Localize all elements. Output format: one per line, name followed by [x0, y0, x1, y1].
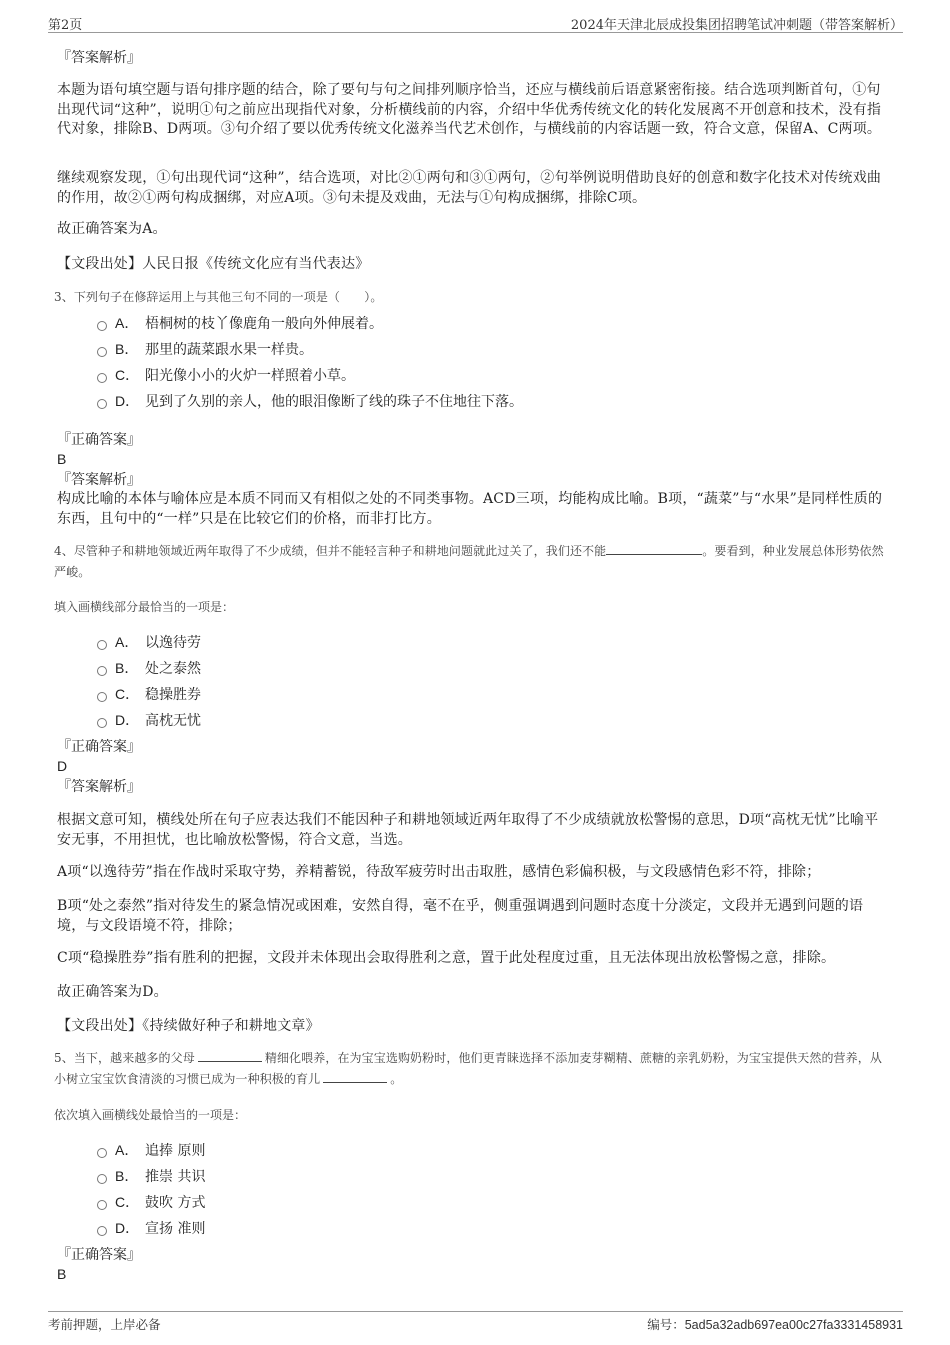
radio-icon[interactable] — [97, 373, 107, 383]
analysis-paragraph: 构成比喻的本体与喻体应是本质不同而又有相似之处的不同类事物。ACD三项，均能构成比喻。B项，“蔬菜”与“水果”是同样性质的东西，且句中的“一样”只是在比较它们的价格，而非打比方。 — [57, 491, 883, 527]
correct-answer-label: 『正确答案』 — [57, 1247, 141, 1263]
question-instruction: 填入画横线部分最恰当的一项是： — [54, 600, 235, 614]
option-a[interactable]: A． 以逸待劳 — [97, 632, 201, 654]
page-footer — [48, 1311, 903, 1336]
analysis-paragraph: 本题为语句填空题与语句排序题的结合，除了要句与句之间排列顺序恰当，还应与横线前后语意紧密衔接。结合选项判断首句，①句出现代词“这种”，说明①句之前应出现指代对象，分析横线前的内容，介绍中华优秀传统文化的转化发展离不开创意和技术，没有指代对象，排除B、D两项。③句介绍了要以优秀传统文化滋养当代艺术创作，与横线前的内容话题一致，符合文意，保留A、C两项。 — [57, 82, 882, 137]
blank — [606, 542, 702, 555]
option-c[interactable]: C． 鼓吹 方式 — [97, 1192, 205, 1214]
option-d[interactable]: D． 宣扬 准则 — [97, 1218, 205, 1240]
source-citation: 【文段出处】《持续做好种子和耕地文章》 — [57, 1018, 320, 1034]
radio-icon[interactable] — [97, 347, 107, 357]
page-header — [48, 10, 903, 33]
analysis-paragraph: 根据文意可知，横线处所在句子应表达我们不能因种子和耕地领域近两年取得了不少成绩就放松警惕的意思，D项“高枕无忧”比喻平安无事，不用担忧，也比喻放松警惕，符合文意，当选。 — [57, 812, 879, 848]
radio-icon[interactable] — [97, 399, 107, 409]
analysis-paragraph: 继续观察发现，①句出现代词“这种”，结合选项，对比②①两句和③①两句，②句举例说明借助良好的创意和数字化技术对传统戏曲的作用，故②①两句构成捆绑，对应A项。③句未提及戏曲，无法与①句构成捆绑，排除C项。 — [57, 170, 882, 206]
radio-icon[interactable] — [97, 666, 107, 676]
source-citation: 【文段出处】人民日报《传统文化应有当代表达》 — [57, 256, 370, 272]
option-c[interactable]: C． 稳操胜券 — [97, 684, 201, 706]
analysis-label: 『答案解析』 — [57, 779, 141, 795]
analysis-paragraph: B项“处之泰然”指对待发生的紧急情况或困难，安然自得，毫不在乎，侧重强调遇到问题时态度十分淡定，文段并无遇到问题的语境，与文段语境不符，排除； — [57, 898, 864, 934]
blank — [323, 1070, 387, 1083]
radio-icon[interactable] — [97, 1200, 107, 1210]
option-d[interactable]: D． 高枕无忧 — [97, 710, 201, 732]
option-b[interactable]: B． 推崇 共识 — [97, 1166, 205, 1188]
correct-answer: B — [57, 451, 67, 467]
question-instruction: 依次填入画横线处最恰当的一项是： — [54, 1108, 247, 1122]
analysis-label: 『答案解析』 — [57, 50, 141, 66]
correct-answer: B — [57, 1266, 67, 1282]
blank — [198, 1049, 262, 1062]
option-d[interactable]: D． 见到了久别的亲人，他的眼泪像断了线的珠子不住地往下落。 — [97, 391, 523, 413]
document-id: 编号：5ad5a32adb697ea00c27fa3331458931 — [647, 1318, 903, 1332]
option-c[interactable]: C． 阳光像小小的火炉一样照着小草。 — [97, 365, 355, 387]
radio-icon[interactable] — [97, 1226, 107, 1236]
analysis-paragraph: A项“以逸待劳”指在作战时采取守势，养精蓄锐，待敌军疲劳时出击取胜，感情色彩偏积极，与文段感情色彩不符，排除； — [57, 864, 821, 880]
analysis-paragraph: C项“稳操胜券”指有胜利的把握，文段并未体现出会取得胜利之意，置于此处程度过重，且无法体现出放松警惕之意，排除。 — [57, 950, 836, 966]
answer-statement: 故正确答案为A。 — [57, 221, 167, 237]
correct-answer-label: 『正确答案』 — [57, 739, 141, 755]
answer-statement: 故正确答案为D。 — [57, 984, 168, 1000]
radio-icon[interactable] — [97, 692, 107, 702]
analysis-label: 『答案解析』 — [57, 472, 141, 488]
radio-icon[interactable] — [97, 1148, 107, 1158]
page-number: 第2页 — [48, 18, 83, 33]
radio-icon[interactable] — [97, 640, 107, 650]
correct-answer-label: 『正确答案』 — [57, 432, 141, 448]
option-a[interactable]: A． 追捧 原则 — [97, 1140, 205, 1162]
radio-icon[interactable] — [97, 718, 107, 728]
option-b[interactable]: B． 那里的蔬菜跟水果一样贵。 — [97, 339, 313, 361]
question-text: 4、尽管种子和耕地领域近两年取得了不少成绩，但并不能轻言种子和耕地问题就此过关了，我们还不能 。要看到，种业发展总体形势依然严峻。 — [54, 544, 884, 579]
option-a[interactable]: A． 梧桐树的枝丫像鹿角一般向外伸展着。 — [97, 313, 383, 335]
radio-icon[interactable] — [97, 1174, 107, 1184]
document-title: 2024年天津北辰成投集团招聘笔试冲刺题（带答案解析） — [570, 18, 903, 33]
correct-answer: D — [57, 758, 68, 774]
option-b[interactable]: B． 处之泰然 — [97, 658, 201, 680]
radio-icon[interactable] — [97, 321, 107, 331]
question-text: 5、当下，越来越多的父母 精细化喂养，在为宝宝选购奶粉时，他们更青睐选择不添加麦芽糊精、蔗糖的亲乳奶粉，为宝宝提供天然的营养，从小树立宝宝饮食清淡的习惯已成为一种积极的育儿 。 — [54, 1051, 882, 1086]
question-text: 3、下列句子在修辞运用上与其他三句不同的一项是（ ）。 — [54, 290, 383, 304]
footer-slogan: 考前押题，上岸必备 — [48, 1317, 161, 1332]
